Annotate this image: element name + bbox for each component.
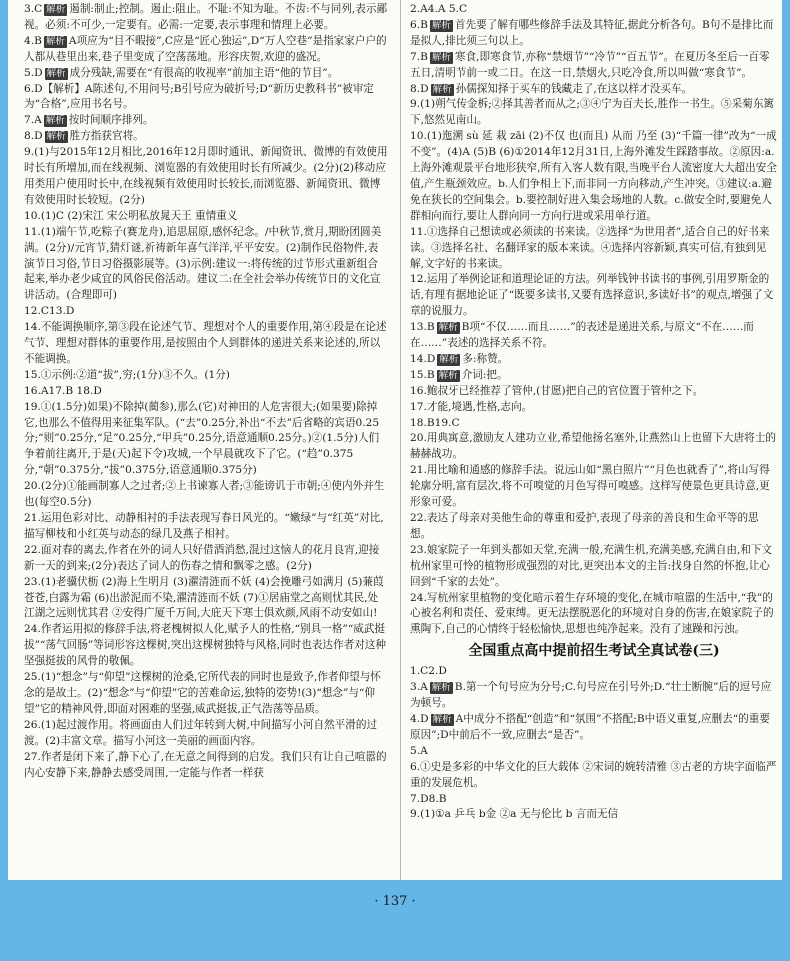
answer-number: 23. (410, 543, 427, 556)
answer-text: ①(1.5分)如果)不除掉(蔺参),那么(它)对神田的人危害很大;(如果要)除掉它,也那么不值得用来征集军队。(“去”0.25分,补出“不去”后省略的宾语0.25分;“则”0.25分,“足”0.25分,“甲兵”0.25分,语意通顺0.25分。)②(1.5分)人们争着前往离开,于是(天)起下令)攻城,一个早晨就攻下了它。(“趋”0.375分,“朝”0.375分,“拔”0.375分,语意通顺0.375分) (24, 400, 380, 477)
answer-entry (410, 712, 778, 744)
column-divider (400, 0, 401, 880)
answer-entry (410, 431, 778, 463)
answer-number: 14.D (410, 352, 436, 365)
answer-entry (410, 744, 778, 760)
answer-text: 面对春的离去,作者在外的词人只好借酒消愁,混过这恼人的花月良宵,迎接新一天的到来;(2分)表达了词人的伤春之情和飘零之感。(2分) (24, 543, 380, 572)
answer-entry (410, 97, 778, 129)
answer-text: (2分)①能画制寡人之过者;②上书谏寡人者;③能谤讥于市朝;④使内外并生也(每空0.5分) (24, 480, 385, 509)
answer-entry (24, 113, 388, 129)
answer-entry (24, 304, 388, 320)
answer-number: 15.B (410, 368, 435, 381)
answer-number: 24. (410, 591, 427, 604)
answer-text: 多:称赞。 (462, 352, 509, 365)
answer-number: 12.C (24, 305, 49, 318)
answer-entry (410, 591, 778, 639)
answer-entry (410, 2, 778, 18)
analysis-badge: 解析 (45, 35, 65, 47)
answer-entry (24, 575, 388, 623)
answer-text: 遏制:制止;控制。遏止:阻止。不耻:不知为耻。不齿:不与同列,表示鄙视。必须:不可少,一定要有。必需:一定要,表示事理和情理上必要。 (24, 3, 388, 31)
analysis-badge: 解析 (438, 369, 458, 381)
answer-text: A中成分不搭配“创造”和“氛围”不搭配;B中语义重复,应删去“的重要原因”;D中前后不一致,应删去“是否”。 (410, 712, 770, 741)
answer-text: 4.A 5.C (427, 3, 468, 15)
answer-number: 14. (24, 321, 41, 334)
analysis-badge: 解析 (431, 19, 451, 31)
answer-entry (24, 209, 388, 225)
answer-entry (410, 792, 778, 808)
answer-entry (410, 225, 778, 273)
bottom-band (0, 880, 790, 961)
answer-text: 胜方指获官将。 (69, 130, 144, 143)
answer-entry (24, 718, 388, 750)
answer-entry (410, 680, 778, 712)
answer-entry (410, 368, 778, 384)
answer-number: 9. (24, 146, 35, 159)
answer-entry (410, 129, 778, 224)
answer-entry (410, 463, 778, 511)
answer-text: 2.D (428, 665, 447, 678)
answer-number: 6.D (24, 82, 43, 95)
answer-entry (24, 384, 388, 400)
answer-text: 8.B (428, 792, 447, 805)
answer-entry (24, 400, 388, 480)
answer-number: 3.C (24, 3, 43, 15)
answer-entry (24, 225, 388, 305)
answer-entry (24, 320, 388, 368)
answer-number: 8.D (24, 130, 43, 143)
answer-entry (410, 82, 778, 98)
answer-number: 10. (410, 130, 427, 143)
answer-number: 7.B (410, 50, 428, 63)
answer-entry (410, 760, 778, 792)
answer-text: 不能调换顺序,第③段在论述气节、理想对个人的重要作用,第④段是在论述气节、理想对群体的重要作用,是按照由个人到群体的递进关系来论述的,所以不能调换。 (24, 321, 387, 365)
answer-sheet (8, 0, 782, 880)
answer-entry (410, 18, 778, 50)
answer-entry (24, 750, 388, 782)
answer-text: (1)起过渡作用。将画面由人们过年转到大树,中间描写小河自然平滑的过渡。(2)丰富文章。描写小河这一美丽的画面内容。 (24, 718, 378, 747)
answer-entry (24, 145, 388, 209)
answer-text: B.第一个句号应为分号;C.句号应在引号外;D.“壮士断腕”后的逗号应为顿号。 (410, 681, 772, 710)
answer-number: 1.C (410, 665, 429, 678)
answer-entry (24, 34, 388, 66)
answer-text: 用比喻和通感的修辞手法。说远山如“黑白照片”“月色也就香了”,将山写得轮廓分明,富有层次,将不可嗅觉的月色写得可嗅感。这样写使景色更具诗意,更形象可爱。 (410, 464, 770, 509)
answer-text: 成分残缺,需要在“有很高的收视率”前加主语“他的节目”。 (69, 66, 339, 79)
answer-number: 27. (24, 750, 41, 763)
answer-number: 12. (410, 273, 427, 286)
answer-entry (24, 2, 388, 34)
answer-entry (24, 543, 388, 575)
answer-number: 9. (410, 808, 421, 821)
analysis-badge: 解析 (439, 353, 459, 365)
right-column (410, 2, 778, 823)
answer-number: 6. (410, 760, 421, 773)
answer-text: (1)朔气传金柝;②择其善者而从之;③④宁为百夫长,胜作一书生。⑤采菊东篱下,悠然见南山。 (410, 98, 775, 127)
analysis-badge: 解析 (432, 83, 452, 95)
answer-entry (24, 82, 388, 114)
answer-entry (24, 511, 388, 543)
answer-entry (410, 511, 778, 543)
answer-number: 4.D (410, 712, 429, 725)
answer-number: 16. (410, 384, 427, 397)
answer-entry (24, 66, 388, 82)
answer-entry (410, 384, 778, 400)
answer-number: 5.A (410, 744, 428, 757)
answer-text: 运用了举例论证和道理论证的方法。列举钱钟书读书的事例,引用罗斯金的话,有理有据地论证了“既要多读书,又要有选择意识,多读好书”的观点,增强了文章的说服力。 (410, 273, 774, 318)
answer-text: 鲍叔牙已经推荐了管仲,(甘愿)把自己的官位置于管仲之下。 (426, 384, 704, 397)
answer-number: 21. (410, 464, 427, 477)
answer-text: (1)①a 乒乓 b金 ②a 无与伦比 b 言而无信 (420, 808, 619, 821)
answer-text: 孙儒探知择于买车的钱藏走了,在这以样才没买车。 (455, 82, 693, 95)
analysis-badge: 解析 (46, 131, 66, 143)
answer-text: 作者是闭下来了,静下心了,在无意之间得到的启发。我们只有让自己喧嚣的内心安静下来,静静去感受周围,一定能与作者一样获 (24, 750, 387, 779)
page-number: · 137 · (374, 894, 416, 909)
answer-text: 首先要了解有哪些修辞手法及其特征,据此分析各句。B句不是排比而是拟人,排比须三句以上。 (410, 18, 774, 47)
answer-number: 10. (24, 209, 41, 222)
left-column (24, 2, 388, 781)
answer-number: 22. (410, 512, 427, 524)
answer-entry (410, 320, 778, 352)
answer-number: 7.A (24, 114, 42, 127)
answer-number: 22. (24, 543, 41, 556)
answer-text: 才能,境遇,性格,志向。 (426, 400, 533, 413)
answer-text: 【解析】A陈述句,不用问号;B引号应为破折号;D“新历史教科书”被审定为“合格”,应用书名号。 (24, 82, 374, 111)
answer-text: ①示例:②道“拔”,穷;(1分)③不久。(1分) (40, 368, 230, 381)
answer-entry (410, 352, 778, 368)
answer-number: 23. (24, 575, 41, 588)
answer-number: 6.B (410, 18, 428, 31)
answer-number: 20. (410, 432, 427, 445)
answer-number: 16.A (24, 384, 49, 397)
answer-text: 用典寓意,激励友人建功立业,希望他扬名塞外,让燕然山上也留下大唐将士的赫赫战功。 (410, 432, 776, 461)
answer-entry (410, 807, 778, 823)
answer-entry (410, 543, 778, 591)
answer-text: 19.C (434, 416, 460, 429)
answer-number: 9. (410, 98, 421, 111)
answer-entry (24, 479, 388, 511)
answer-entry (24, 670, 388, 718)
answer-number: 26. (24, 718, 41, 731)
answer-text: A项应为“目不暇接”,C应是“匠心独运”,D“万人空巷”是指家家户户的人都从巷里出来,巷子里变成了空荡荡地。形容庆贺,欢迎的盛况。 (24, 34, 387, 63)
answer-number: 15. (24, 368, 41, 381)
section-three-answers (410, 664, 778, 823)
answer-entry (410, 400, 778, 416)
answer-number: 2.A (410, 3, 428, 15)
answer-text: 按时间顺序排列。 (68, 114, 154, 127)
answer-text: 作者运用拟的修辞手法,将老槐树拟人化,赋予人的性格,“别具一格”“威武挺拔”“荡气回肠”等词形容这棵树,突出这棵树独特与风格,同时也表达作者对这种坚强挺拔的风骨的敬佩。 (24, 623, 386, 668)
answer-number: 11. (24, 225, 41, 238)
analysis-badge: 解析 (46, 4, 66, 15)
answer-text: (1)C (2)宋江 宋公明私放晁天王 重情重义 (40, 209, 238, 222)
analysis-badge: 解析 (438, 322, 458, 334)
answer-number: 21. (24, 512, 41, 524)
answer-entry (24, 129, 388, 145)
analysis-badge: 解析 (46, 67, 66, 79)
answer-text: 表达了母亲对美他生命的尊重和爱护,表现了母亲的善良和生命平等的思想。 (410, 512, 759, 540)
analysis-badge: 解析 (432, 713, 452, 725)
answer-number: 8.D (410, 82, 429, 95)
answer-text: (1)与2015年12月相比,2016年12月即时通讯、新闻资讯、微博的有效使用时长有所增加,而在线视频、浏览器的有效使用时长有所减少。(2分)(2)移动应用类用户使用时长中,在线视频有效使用时长较长,而浏览器、新闻资讯、微博有效使用时长较短。(2分) (24, 146, 388, 206)
answer-text: (1)“想念”与“仰望”这棵树的沧桑,它所代表的同时也是致予,作者仰望与怀念的是故土。(2)“想念”与“仰望”它的苦难命运,独特的姿势!(3)“想念”与“仰望”它的精神风骨,即面对困难的坚强,威武挺拔,正气浩荡等品质。 (24, 671, 381, 715)
answer-text: 运用色彩对比、动静相衬的手法表现写春日风光的。“嫩绿”与“红英”对比,描写柳枝和小红英与动态的绿几及燕子相衬。 (24, 512, 384, 540)
right-column-answers (410, 2, 778, 638)
answer-entry (410, 272, 778, 320)
answer-number: 7.D (410, 792, 429, 805)
answer-number: 3.A (410, 681, 428, 694)
answer-text: ①史是多彩的中华文化的巨大载体 ②宋词的婉转清雅 ③古老的方块字面临严重的发展危机。 (410, 760, 777, 789)
answer-text: B项“不仅……而且……”的表述是递进关系,与原文“不在……而在……”表述的选择关系不符。 (410, 321, 754, 350)
answer-text: 介词:把。 (461, 368, 508, 381)
answer-entry (410, 416, 778, 432)
answer-text: ①选择自己想读或必须读的书来读。②选择“为世用者”,适合自己的好书来读。③选择名社、名翻译家的版本来读。④选择内容新颖,真实可信,有独到见解,文字好的书来读。 (410, 225, 770, 270)
answer-number: 11. (410, 225, 427, 238)
answer-entry (410, 50, 778, 82)
answer-number: 25. (24, 671, 41, 684)
answer-text: (1)老骥伏枥 (2)海上生明月 (3)濯清涟而不妖 (4)会挽雕弓如满月 (5)蒹葭苍苍,白露为霜 (6)出淤泥而不染,濯清涟而不妖 (7)①居庙堂之高则忧其民,处江湖之远则忧其君 ②安得广厦千万间,大庇天下寒士俱欢颜,风雨不动安如山! (24, 575, 384, 620)
analysis-badge: 解析 (431, 51, 451, 63)
answer-number: 13.B (410, 321, 435, 334)
answer-text: 寒食,即寒食节,亦称“禁烟节”“冷节”“百五节”。在夏历冬至后一百零五日,清明节前一或二日。在这一日,禁烟火,只吃冷食,所以叫做“寒食节”。 (410, 50, 770, 79)
section-title: 全国重点高中提前招生考试全真试卷(三) (468, 643, 720, 660)
answer-text: 13.D (48, 305, 75, 318)
answer-entry (410, 664, 778, 680)
answer-text: (1)端午节,吃粽子(赛龙舟),追思屈原,感怀纪念。/中秋节,赏月,期盼团圆美满。(2分)/元宵节,猜灯谜,祈祷新年喜气洋洋,平平安安。(2)制作民俗物件,表演节日习俗,节日习俗摄影展等。(3)示例:建议一:将传统的过节形式重新组合起来,举办老少咸宜的风俗民俗活动。建议二:在全社会举办传统节日的文化宣讲活动。(合理即可) (24, 225, 382, 302)
answer-number: 20. (24, 480, 41, 493)
analysis-badge: 解析 (45, 115, 65, 127)
answer-text: (1)迤溯 sù 延 栽 zāi (2)不仅 也(而且) 从而 乃至 (3)“千篇一律”改为“一成不变”。(4)A (5)B (6)①2014年12月31日,上海外滩发生踩踏事故。②原因:a.上海外滩观景平台地形狭窄,所有入客人数有限,当晚平台人流密度大大超出安全值,产生瓶颈效应。b.人们争相上下,而非同一方向移动,产生冲突。③建议:a.避免在狭长的空间集会。b.要控制好进入集会场地的人数。c.做安全时,要避免人群相向而行,要让人群向同一方向行进或采用单行道。 (410, 130, 777, 222)
answer-entry (24, 622, 388, 670)
answer-number: 5.D (24, 66, 43, 79)
analysis-badge: 解析 (431, 682, 451, 694)
answer-number: 17. (410, 400, 427, 413)
answer-number: 24. (24, 623, 41, 636)
answer-entry (24, 368, 388, 384)
answer-number: 19. (24, 400, 41, 413)
answer-number: 18.B (410, 416, 435, 429)
answer-text: 娘家院子一年到头都如天堂,充满一般,充满生机,充满美感,充满自由,和下文杭州家里可怜的植物形成强烈的对比,更突出本文的主旨:找身自然的怀抱,让心回到“千家的去处”。 (410, 543, 773, 588)
answer-text: 17.B 18.D (48, 384, 102, 397)
answer-text: 写杭州家里植物的变化暗示着生存环境的变化,在城市喧嚣的生活中,“我”的心被名利和责任、爱束缚。更无法摆脱恶化的环境对自身的伤害,在娘家院子的熏陶下,自己的心情终于轻松愉快,思想也纯净起来。没有了速躁和污浊。 (410, 591, 774, 636)
answer-number: 4.B (24, 34, 42, 47)
